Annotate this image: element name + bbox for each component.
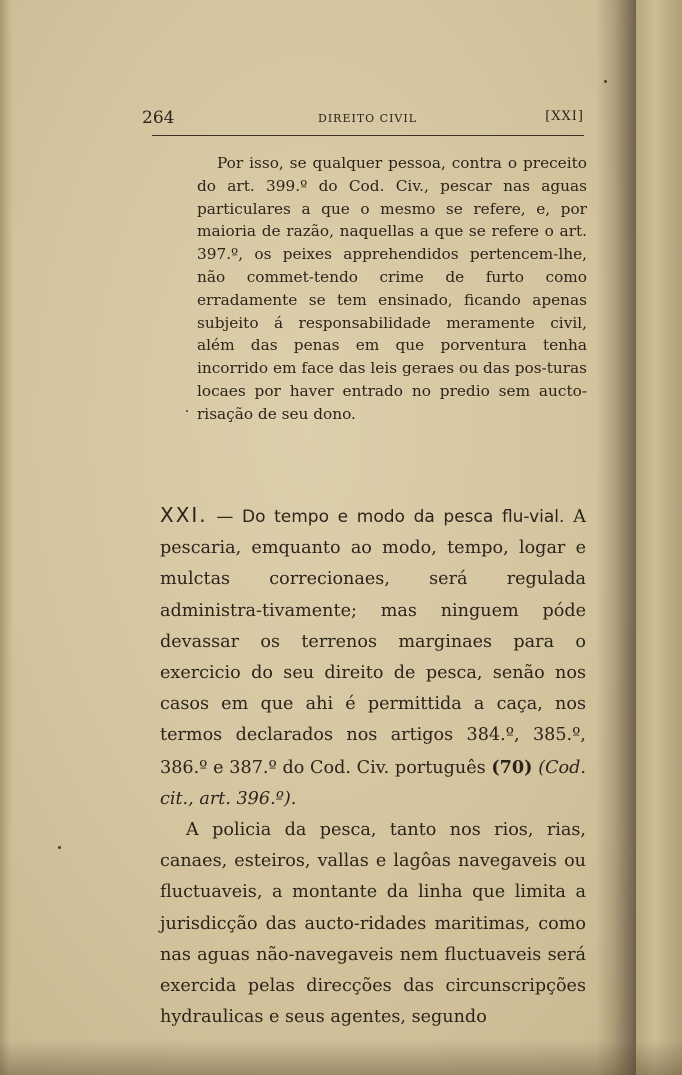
page-number: 264	[142, 108, 175, 128]
paper-speck	[604, 80, 607, 83]
section-number: XXI.	[160, 503, 208, 527]
page-gutter-shadow	[596, 0, 636, 1075]
citation: (Cod. cit., art. 396.º).	[160, 757, 586, 809]
section-paragraph-1	[160, 500, 586, 815]
section-title: Do tempo e modo da pesca flu-vial.	[241, 507, 565, 527]
section-paragraph-1-text: A pescaria, emquanto ao modo, tempo, logar e mulctas correcionaes, será regulada administra-tivamente; mas ninguem póde devassar os terrenos marginaes para o exercicio do seu direito de pesca, senão nos casos em que ahi é permittida a caça, nos termos declarados nos artigos 384.º, 385.º, 386.º e 387.º do Cod. Civ. português	[160, 507, 586, 778]
paper-speck	[58, 846, 61, 849]
section-dash: —	[207, 507, 242, 527]
section-body	[160, 500, 586, 1033]
section-paragraph-2: A policia da pesca, tanto nos rios, rias, canaes, esteiros, vallas e lagôas navegaveis ou fluctuaveis, a montante da linha que limita a jurisdicção das aucto-ridades maritimas, como nas aguas não-navegaveis nem fluctuaveis será exercida pelas direcções das circunscripções hydraulicas e seus agentes, segundo	[160, 820, 586, 1028]
page-left-edge	[0, 0, 14, 1075]
page-bottom-shadow	[0, 1040, 682, 1075]
header-rule	[152, 135, 584, 136]
running-head: DIREITO CIVIL	[318, 112, 418, 125]
preceding-paragraph: Por isso, se qualquer pessoa, contra o preceito do art. 399.º do Cod. Civ., pescar nas aguas particulares a que o mesmo se refere, e, por maioria de razão, naquellas a que se refere o art. 397.º, os peixes apprehendidos pertencem-lhe, não commet-tendo crime de furto como erradamente se tem ensinado, ficando apenas subjeito á responsabilidade meramente civil, além das penas em que porventura tenha incorrido em face das leis geraes ou das pos-turas locaes por haver entrado no predio sem aucto-risação de seu dono.	[197, 154, 587, 423]
footnote-reference: (70)	[491, 756, 533, 778]
facing-page-edge	[636, 0, 682, 1075]
page-header	[142, 104, 590, 132]
paper-speck	[186, 410, 188, 412]
section-mark: [XXI]	[545, 109, 584, 124]
